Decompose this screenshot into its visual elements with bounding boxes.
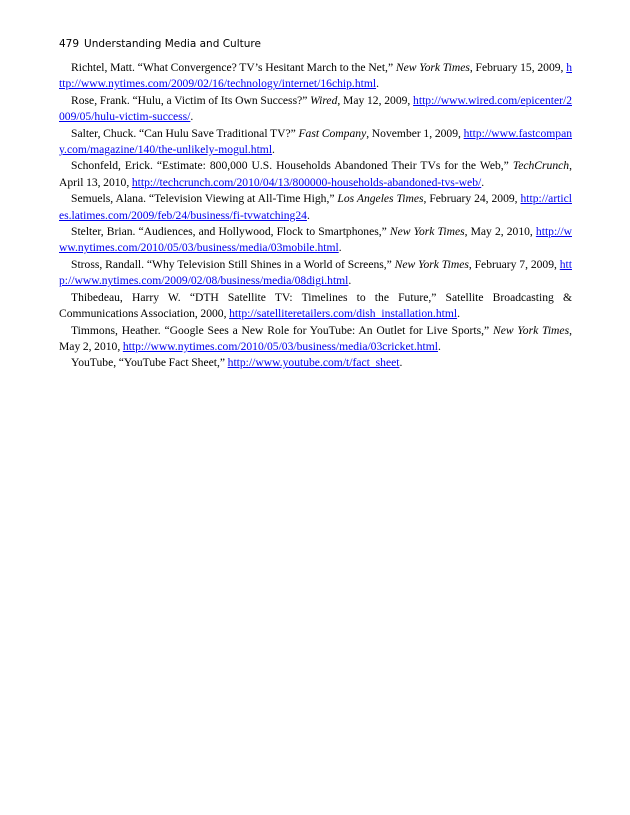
reference-entry: Schonfeld, Erick. “Estimate: 800,000 U.S. Households Abandoned Their TVs for the Web,” TechCrunch, April 13, 2010, http://techcrunch.com/2010/04/13/800000-households-abandoned-tvs-web/. <box>59 159 572 189</box>
reference-link[interactable]: http://www.fastcompany.com/magazine/140/the-unlikely-mogul.html <box>59 126 573 157</box>
reference-entry: YouTube, “YouTube Fact Sheet,” http://www.youtube.com/t/fact_sheet. <box>71 356 403 370</box>
reference-entry: Thibedeau, Harry W. “DTH Satellite TV: Timelines to the Future,” Satellite Broadcasting & Communications Association, 2000, http://satelliteretailers.com/dish_installation.html. <box>59 290 572 321</box>
reference-link[interactable]: http://satelliteretailers.com/dish_installation.html <box>229 307 458 321</box>
reference-entry: Richtel, Matt. “What Convergence? TV’s Hesitant March to the Net,” New York Times, February 15, 2009, http://www.nytimes.com/2009/02/16/technology/internet/16chip.html. <box>59 61 572 91</box>
reference-link[interactable]: http://www.wired.com/epicenter/2009/05/hulu-victim-success/ <box>59 93 572 124</box>
reference-entry: Rose, Frank. “Hulu, a Victim of Its Own Success?” Wired, May 12, 2009, http://www.wired.com/epicenter/2009/05/hulu-victim-success/. <box>59 93 572 124</box>
book-title: Understanding Media and Culture <box>84 38 261 50</box>
reference-entry: Salter, Chuck. “Can Hulu Save Traditional TV?” Fast Company, November 1, 2009, http://www.fastcompany.com/magazine/140/the-unlikely-mogul.html. <box>59 126 573 157</box>
reference-link[interactable]: http://www.nytimes.com/2010/05/03/business/media/03mobile.html <box>59 225 572 255</box>
reference-link[interactable]: http://www.nytimes.com/2009/02/16/technology/internet/16chip.html <box>59 61 572 91</box>
reference-entry: Stelter, Brian. “Audiences, and Hollywood, Flock to Smartphones,” New York Times, May 2, 2010, http://www.nytimes.com/2010/05/03/business/media/03mobile.html. <box>59 225 572 255</box>
running-head <box>59 38 261 50</box>
reference-link[interactable]: http://www.youtube.com/t/fact_sheet <box>227 356 400 370</box>
reference-entry: Semuels, Alana. “Television Viewing at All-Time High,” Los Angeles Times, February 24, 2009, http://articles.latimes.com/2009/feb/24/business/fi-tvwatching24. <box>59 192 572 222</box>
reference-link[interactable]: http://www.nytimes.com/2010/05/03/business/media/03cricket.html <box>122 339 438 353</box>
reference-entry: Timmons, Heather. “Google Sees a New Role for YouTube: An Outlet for Live Sports,” New York Times, May 2, 2010, http://www.nytimes.com/2010/05/03/business/media/03cricket.html. <box>59 323 572 353</box>
reference-link[interactable]: http://techcrunch.com/2010/04/13/800000-households-abandoned-tvs-web/ <box>131 175 482 189</box>
reference-link[interactable]: http://articles.latimes.com/2009/feb/24/business/fi-tvwatching24 <box>59 192 572 222</box>
reference-link[interactable]: http://www.nytimes.com/2009/02/08/business/media/08digi.html <box>59 257 572 288</box>
reference-entry: Stross, Randall. “Why Television Still Shines in a World of Screens,” New York Times, February 7, 2009, http://www.nytimes.com/2009/02/08/business/media/08digi.html. <box>59 257 572 288</box>
page-number: 479 <box>59 38 80 50</box>
reference-list <box>59 60 572 372</box>
